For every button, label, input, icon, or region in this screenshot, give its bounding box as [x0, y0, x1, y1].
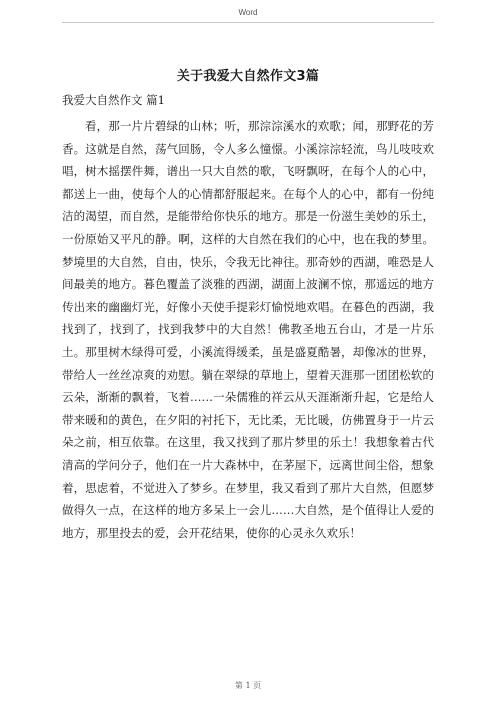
body-paragraph: 看，那一片片碧绿的山林；听，那淙淙溪水的欢歌；闻，那野花的芳香。这就是自然，荡气回肠，令人多么憧憬。小溪淙淙轻流，鸟儿吱吱欢唱，树木摇摆件舞，谱出一只大自然的歌，飞呀飘呀，在每个人的心中，都送上一曲，使每个人的心情都舒服起来。在每个人的心中，都有一份纯洁的渴望，而自然，是能带给你快乐的地方。那是一份滋生美妙的乐土，一份原始又平凡的静。啊，这样的大自然在我们的心中，也在我的梦里。梦境里的大自然，自由，快乐，令我无比神往。那奇妙的西湖，唯恐是人间最美的地方。暮色覆盖了淡雅的西湖，湖面上波澜不惊，那遥远的地方传出来的幽幽灯光，好像小天使手提彩灯愉悦地欢唱。在暮色的西湖，我找到了，找到了，找到我梦中的大自然！佛教圣地五台山，才是一片乐土。那里树木绿得可爱，小溪流得缓柔，虽是盛夏酷暑，却像冰的世界，带给人一丝丝凉爽的劝慰。躺在翠绿的草地上，望着天涯那一团团松软的云朵，渐渐的飘着，飞着……一朵儒雅的祥云从天涯渐渐升起，它是给人带来暖和的黄色，在夕阳的衬托下，无比柔，无比暖，仿佛置身于一片云朵之前，相互依靠。在这里，我又找到了那片梦里的乐土！我想象着古代清高的学问分子，他们在一片大森林中，在茅屋下，远离世间尘俗，想象着，思虑着，不觉进入了梦乡。在梦里，我又看到了那片大自然，但愿梦做得久一点，在这样的地方多呆上一会儿……大自然，是个值得让人爱的地方，那里投去的爱，会开花结果，使你的心灵永久欢乐！	[62, 119, 434, 540]
section-heading: 我爱大自然作文 篇1	[62, 93, 165, 107]
app-header-label: Word	[238, 8, 258, 17]
header-divider	[62, 22, 434, 23]
document-title: 关于我爱大自然作文3篇	[176, 69, 320, 84]
page-number: 第 1 页	[234, 681, 262, 690]
